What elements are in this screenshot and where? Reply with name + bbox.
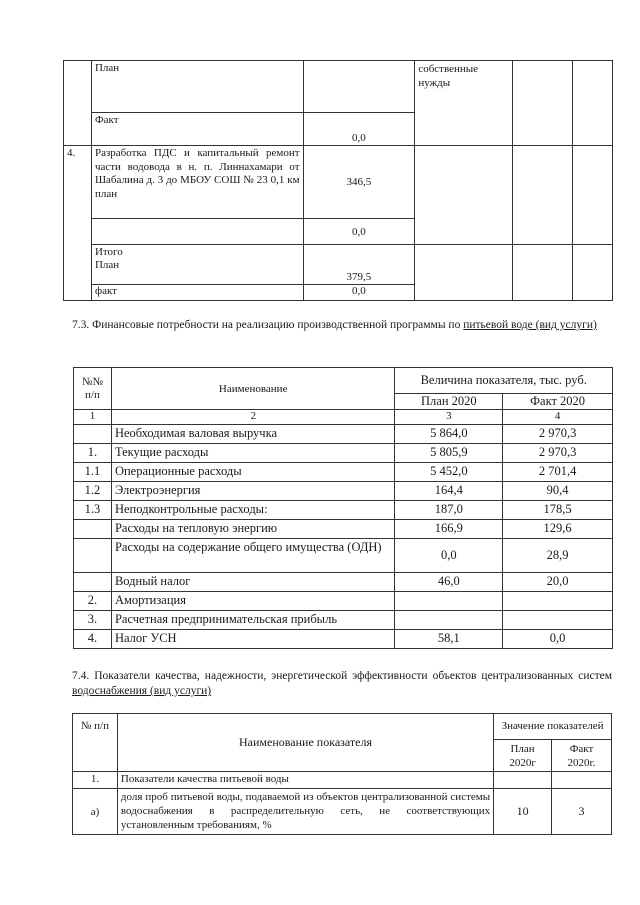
table-cell xyxy=(395,611,503,630)
table-cell: Электроэнергия xyxy=(111,482,395,501)
heading-text: 7.3. Финансовые потребности на реализацию производственной программы по xyxy=(72,319,464,331)
col-header-group: Значение показателей xyxy=(494,714,612,740)
table-quality-indicators xyxy=(72,713,612,835)
col-header-fact: Факт 2020 xyxy=(503,394,613,410)
table-cell: 5 452,0 xyxy=(395,463,503,482)
col-header-plan: План 2020 xyxy=(395,394,503,410)
table-cell xyxy=(395,592,503,611)
table-cell: факт xyxy=(91,285,303,301)
heading-link-text: водоснабжения (вид услуги) xyxy=(72,685,212,697)
table-cell xyxy=(74,539,112,573)
table-cell xyxy=(503,592,613,611)
table-cell: 166,9 xyxy=(395,520,503,539)
heading-link-text: питьевой воде (вид услуги) xyxy=(463,319,597,331)
section-7-4-heading xyxy=(72,669,612,699)
table-cell: 5 805,9 xyxy=(395,444,503,463)
table-cell: 4. xyxy=(74,630,112,649)
table-cell: 2 970,3 xyxy=(503,425,613,444)
table-cell: 0,0 xyxy=(303,219,415,245)
table-cell: План xyxy=(91,61,303,113)
table-cell: 2. xyxy=(74,592,112,611)
table-cell xyxy=(64,61,92,146)
table-cell xyxy=(415,245,513,301)
table-cell: 20,0 xyxy=(503,573,613,592)
table-cell: 1.1 xyxy=(74,463,112,482)
section-7-3-heading xyxy=(72,318,612,333)
table-cell xyxy=(91,219,303,245)
table-cell: доля проб питьевой воды, подаваемой из объектов централизованной системы водоснабжения в распределительную сеть, не соответствующих установленным требованиям, % xyxy=(117,789,493,835)
table-cell xyxy=(513,146,573,245)
table-cell: 58,1 xyxy=(395,630,503,649)
table-cell: 10 xyxy=(494,789,552,835)
table-cell xyxy=(573,61,613,146)
table-cell: 90,4 xyxy=(503,482,613,501)
table-cell: Расходы на тепловую энергию xyxy=(111,520,395,539)
table-cell xyxy=(513,61,573,146)
table-cell xyxy=(494,772,552,789)
table-cell: Водный налог xyxy=(111,573,395,592)
table-cell: 346,5 xyxy=(303,146,415,219)
col-header-num: №№ п/п xyxy=(74,368,112,410)
table-cell: 0,0 xyxy=(303,285,415,301)
table-cell: 187,0 xyxy=(395,501,503,520)
col-header-plan: План 2020г xyxy=(494,740,552,772)
table-cell xyxy=(74,573,112,592)
table-cell: Амортизация xyxy=(111,592,395,611)
col-header-name: Наименование xyxy=(111,368,395,410)
table-cell: Операционные расходы xyxy=(111,463,395,482)
table-cell: а) xyxy=(73,789,118,835)
table-cell: 3. xyxy=(74,611,112,630)
table-cell: 379,5 xyxy=(303,245,415,285)
table-cell: 4. xyxy=(64,146,92,301)
table-cell: Показатели качества питьевой воды xyxy=(117,772,493,789)
table-cell: Необходимая валовая выручка xyxy=(111,425,395,444)
table-cell: Расходы на содержание общего имущества (ОДН) xyxy=(111,539,395,573)
table-cell: 1.3 xyxy=(74,501,112,520)
table-cell: 46,0 xyxy=(395,573,503,592)
table-cell: 1. xyxy=(74,444,112,463)
table-cell: 164,4 xyxy=(395,482,503,501)
col-header-fact: Факт 2020г. xyxy=(552,740,612,772)
table-cell: Расчетная предпринимательская прибыль xyxy=(111,611,395,630)
table-cell: 2 701,4 xyxy=(503,463,613,482)
table-cell: 178,5 xyxy=(503,501,613,520)
table-financial-needs xyxy=(73,367,613,649)
col-header-group: Величина показателя, тыс. руб. xyxy=(395,368,613,394)
table-cell: 28,9 xyxy=(503,539,613,573)
heading-text: 7.4. Показатели качества, надежности, энергетической эффективности объектов централизованных систем xyxy=(72,670,612,682)
table-cell: собственные нужды xyxy=(415,61,513,146)
table-cell xyxy=(573,146,613,245)
table-cell: 2 970,3 xyxy=(503,444,613,463)
table-cell: 5 864,0 xyxy=(395,425,503,444)
table-cell: 1. xyxy=(73,772,118,789)
index-cell: 1 xyxy=(74,410,112,425)
table-cell: 0,0 xyxy=(303,113,415,146)
table-cell: Разработка ПДС и капитальный ремонт части водовода в н. п. Линнахамари от Шабалина д. 3 до МБОУ СОШ № 23 0,1 км план xyxy=(91,146,303,219)
table-cell: Факт xyxy=(91,113,303,146)
index-cell: 4 xyxy=(503,410,613,425)
table-cell: 1.2 xyxy=(74,482,112,501)
table-cell: 0,0 xyxy=(395,539,503,573)
col-header-name: Наименование показателя xyxy=(117,714,493,772)
table-cell: Текущие расходы xyxy=(111,444,395,463)
table-cell xyxy=(513,245,573,301)
table-cell xyxy=(74,425,112,444)
table-cell: 0,0 xyxy=(503,630,613,649)
table-cell: Налог УСН xyxy=(111,630,395,649)
table-cell: 129,6 xyxy=(503,520,613,539)
index-cell: 2 xyxy=(111,410,395,425)
table-cell xyxy=(415,146,513,245)
index-cell: 3 xyxy=(395,410,503,425)
table-capital-repairs xyxy=(63,60,613,301)
table-cell: 3 xyxy=(552,789,612,835)
table-cell xyxy=(503,611,613,630)
table-cell: Неподконтрольные расходы: xyxy=(111,501,395,520)
col-header-num: № п/п xyxy=(73,714,118,772)
table-cell: Итого План xyxy=(91,245,303,285)
table-cell xyxy=(303,61,415,113)
table-cell xyxy=(74,520,112,539)
table-cell xyxy=(552,772,612,789)
table-cell xyxy=(573,245,613,301)
